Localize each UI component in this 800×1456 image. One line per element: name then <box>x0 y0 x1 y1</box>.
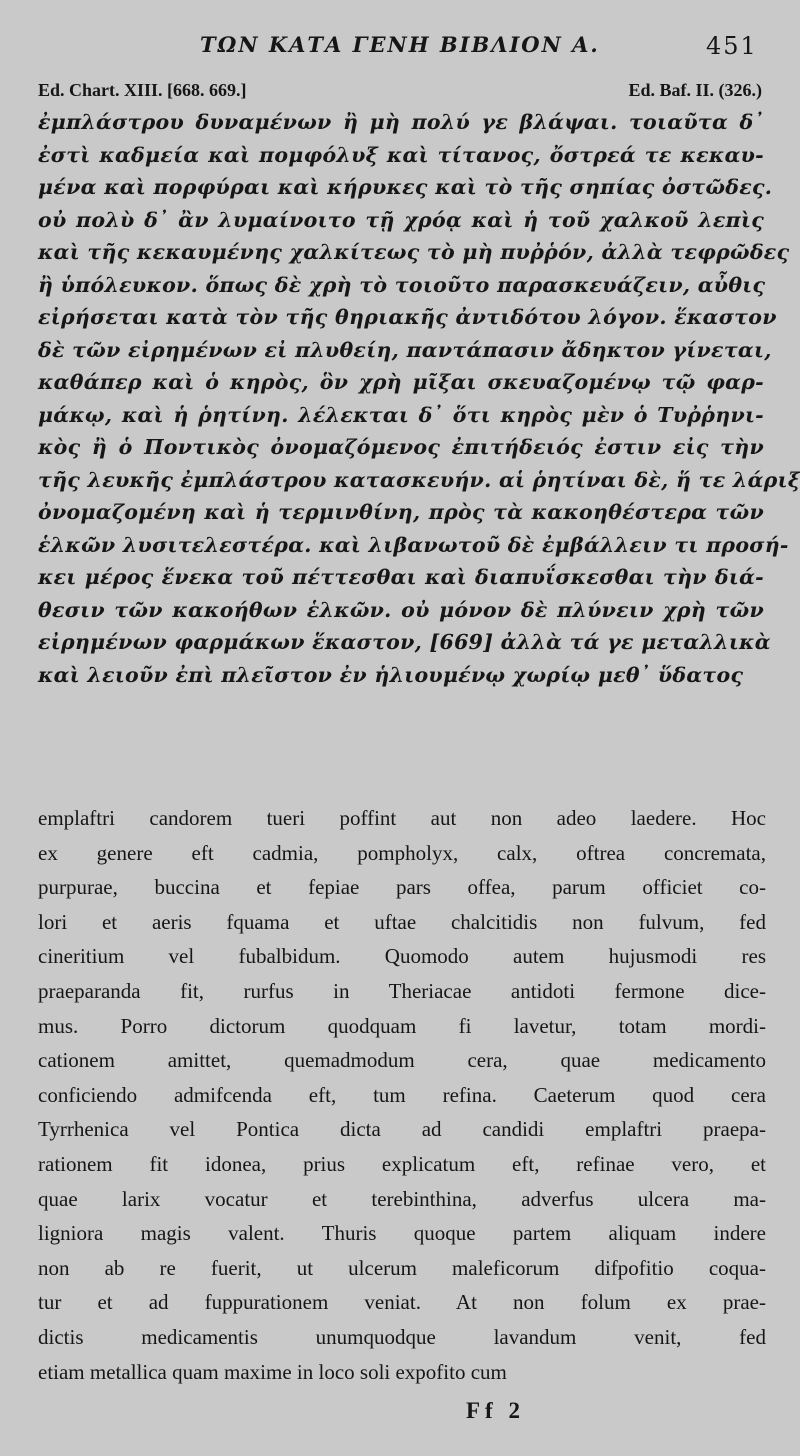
latin-line: quae larix vocatur et terebinthina, adverfus ulcera ma- <box>38 1186 766 1211</box>
latin-text <box>38 801 766 1389</box>
latin-line: ex genere eft cadmia, pompholyx, calx, oftrea concremata, <box>38 840 766 865</box>
latin-line: cationem amittet, quemadmodum cera, quae medicamento <box>38 1048 766 1073</box>
greek-line: καθάπερ καὶ ὁ κηρὸς, ὃν χρὴ μῖξαι σκευαζομένῳ τῷ φαρ- <box>38 370 764 394</box>
latin-line: dictis medicamentis unumquodque lavandum venit, fed <box>38 1324 766 1349</box>
greek-line: θεσιν τῶν κακοήθων ἑλκῶν. οὐ μόνον δὲ πλύνειν χρὴ τῶν <box>38 597 764 622</box>
edition-chartier: Ed. Chart. XIII. [668. 669.] <box>38 80 247 100</box>
greek-line: ἐστὶ καδμεία καὶ πομφόλυξ καὶ τίτανος, ὄστρεά τε κεκαυ- <box>38 142 764 167</box>
latin-line: lori et aeris fquama et uftae chalcitidis non fulvum, fed <box>38 909 766 934</box>
greek-line: εἰρημένων φαρμάκων ἕκαστον, [669] ἀλλὰ τά γε μεταλλικὰ <box>38 630 771 654</box>
greek-line: ὀνομαζομένη καὶ ἡ τερμινθίνη, πρὸς τὰ κακοηθέστερα τῶν <box>38 500 764 524</box>
latin-line: conficiendo admifcenda eft, tum refina. Caeterum quod cera <box>38 1082 766 1107</box>
greek-line: καὶ λειοῦν ἐπὶ πλεῖστον ἐν ἡλιουμένῳ χωρίῳ μεθ᾽ ὕδατος <box>38 662 744 687</box>
greek-line: εἰρήσεται κατὰ τὸν τῆς θηριακῆς ἀντιδότου λόγον. ἕκαστον <box>38 305 777 329</box>
greek-line: ἐμπλάστρου δυναμένων ἢ μὴ πολύ γε βλάψαι. τοιαῦτα δ᾽ <box>38 110 764 134</box>
latin-line: Tyrrhenica vel Pontica dicta ad candidi emplaftri praepa- <box>38 1117 766 1142</box>
page-number: 451 <box>706 32 758 60</box>
latin-line: tur et ad fuppurationem veniat. At non folum ex prae- <box>38 1290 766 1315</box>
greek-line: ἢ ὑπόλευκον. ὅπως δὲ χρὴ τὸ τοιοῦτο παρασκευάζειν, αὖθις <box>38 272 766 297</box>
greek-line: κὸς ἢ ὁ Ποντικὸς ὀνομαζόμενος ἐπιτήδειός ἐστιν εἰς τὴν <box>38 435 764 459</box>
latin-line: ligniora magis valent. Thuris quoque partem aliquam indere <box>38 1221 766 1246</box>
latin-line: emplaftri candorem tueri poffint aut non adeo laedere. Hoc <box>38 806 766 830</box>
signature-mark: Ff 2 <box>466 1398 525 1423</box>
edition-line <box>38 80 762 108</box>
latin-line: praeparanda fit, rurfus in Theriacae antidoti fermone dice- <box>38 978 766 1003</box>
latin-line: mus. Porro dictorum quodquam fi lavetur, totam mordi- <box>38 1013 766 1038</box>
latin-line: non ab re fuerit, ut ulcerum maleficorum difpofitio coqua- <box>38 1255 766 1280</box>
latin-line: etiam metallica quam maxime in loco soli expofito cum <box>38 1359 507 1384</box>
greek-line: ἑλκῶν λυσιτελεστέρα. καὶ λιβανωτοῦ δὲ ἐμβάλλειν τι προσή- <box>38 532 789 557</box>
running-head <box>0 30 800 64</box>
greek-line: μένα καὶ πορφύραι καὶ κήρυκες καὶ τὸ τῆς σηπίας ὀστῶδες. <box>38 175 773 199</box>
greek-line: καὶ τῆς κεκαυμένης χαλκίτεως τὸ μὴ πυῤῥόν, ἀλλὰ τεφρῶδες <box>38 240 790 264</box>
latin-line: rationem fit idonea, prius explicatum eft, refinae vero, et <box>38 1151 766 1176</box>
latin-line: cineritium vel fubalbidum. Quomodo autem hujusmodi res <box>38 944 766 969</box>
greek-line: μάκῳ, καὶ ἡ ῥητίνη. λέλεκται δ᾽ ὅτι κηρὸς μὲν ὁ Τυῤῥηνι- <box>38 402 764 427</box>
greek-line: τῆς λευκῆς ἐμπλάστρου κατασκευήν. αἱ ῥητίναι δὲ, ἥ τε λάριξ <box>38 467 800 492</box>
greek-text <box>38 106 800 691</box>
edition-basel: Ed. Baf. II. (326.) <box>628 80 762 100</box>
greek-line: οὐ πολὺ δ᾽ ἂν λυμαίνοιτο τῇ χρόᾳ καὶ ἡ τοῦ χαλκοῦ λεπὶς <box>38 207 764 232</box>
latin-line: purpurae, buccina et fepiae pars offea, parum officiet co- <box>38 875 766 900</box>
greek-line: κει μέρος ἕνεκα τοῦ πέττεσθαι καὶ διαπυΐσκεσθαι τὴν διά- <box>38 565 764 589</box>
running-title: ΤΩΝ ΚΑΤΑ ΓΕΝΗ ΒΙΒΛΙΟΝ Α. <box>200 32 600 57</box>
greek-line: δὲ τῶν εἰρημένων εἰ πλυθείη, παντάπασιν ἄδηκτον γίνεται, <box>38 337 772 362</box>
